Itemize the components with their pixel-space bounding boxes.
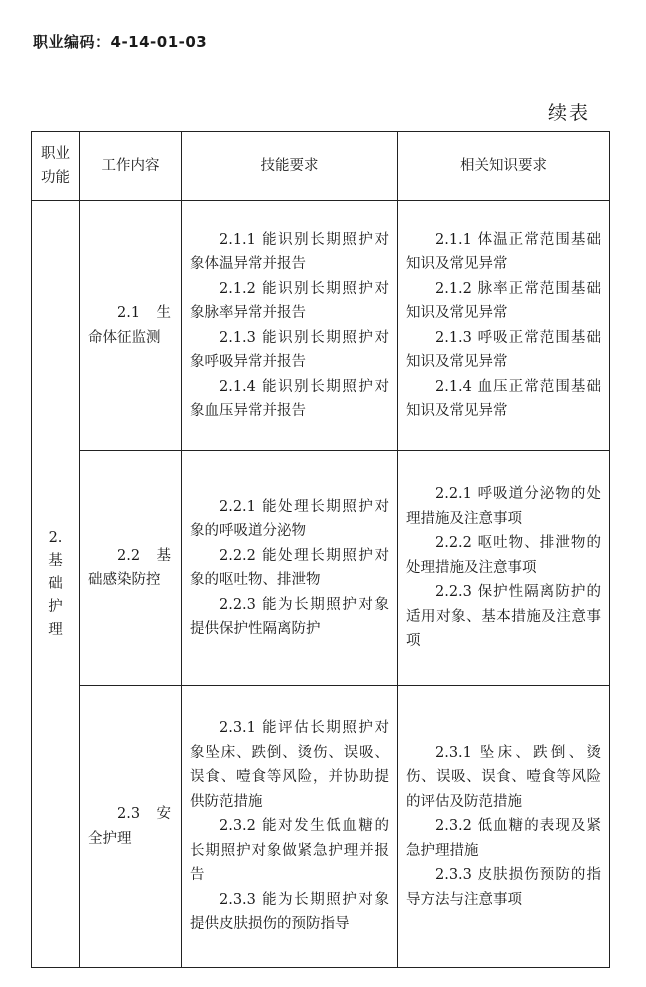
work-content-cell: 2.2 基础感染防控 bbox=[80, 451, 182, 686]
skill-item: 2.2.2 能处理长期照护对象的呕吐物、排泄物 bbox=[190, 547, 389, 588]
knowledge-item: 2.3.1 坠床、跌倒、烫伤、误吸、误食、噎食等风险的评估及防范措施 bbox=[406, 744, 601, 810]
continued-label: 续表 bbox=[547, 102, 590, 124]
table-header-row bbox=[32, 132, 610, 201]
knowledge-item: 2.1.2 脉率正常范围基础知识及常见异常 bbox=[406, 280, 601, 321]
skill-item: 2.2.1 能处理长期照护对象的呼吸道分泌物 bbox=[190, 498, 389, 539]
knowledge-cell bbox=[398, 451, 610, 686]
knowledge-item: 2.3.2 低血糖的表现及紧急护理措施 bbox=[406, 818, 601, 859]
skill-item: 2.1.2 能识别长期照护对象脉率异常并报告 bbox=[190, 280, 389, 321]
skill-item: 2.1.3 能识别长期照护对象呼吸异常并报告 bbox=[190, 329, 389, 370]
skill-item: 2.1.1 能识别长期照护对象体温异常并报告 bbox=[190, 231, 389, 272]
skill-item: 2.3.2 能对发生低血糖的长期照护对象做紧急护理并报告 bbox=[190, 818, 389, 884]
knowledge-cell bbox=[398, 686, 610, 968]
header-knowledge-requirements: 相关知识要求 bbox=[398, 132, 610, 201]
header-work-content: 工作内容 bbox=[80, 132, 182, 201]
skills-table bbox=[31, 131, 610, 968]
header-function: 职业 功能 bbox=[32, 132, 80, 201]
knowledge-item: 2.3.3 皮肤损伤预防的指导方法与注意事项 bbox=[406, 867, 601, 908]
skill-item: 2.1.4 能识别长期照护对象血压异常并报告 bbox=[190, 378, 389, 419]
table-row bbox=[32, 686, 610, 968]
skill-item: 2.2.3 能为长期照护对象提供保护性隔离防护 bbox=[190, 596, 389, 637]
table-row bbox=[32, 451, 610, 686]
knowledge-item: 2.2.3 保护性隔离防护的适用对象、基本措施及注意事项 bbox=[406, 584, 601, 650]
skills-cell bbox=[182, 201, 398, 451]
knowledge-item: 2.2.2 呕吐物、排泄物的处理措施及注意事项 bbox=[406, 535, 601, 576]
knowledge-item: 2.1.1 体温正常范围基础知识及常见异常 bbox=[406, 231, 601, 272]
table-row bbox=[32, 201, 610, 451]
knowledge-item: 2.1.4 血压正常范围基础知识及常见异常 bbox=[406, 378, 601, 419]
work-content-cell: 2.1 生命体征监测 bbox=[80, 201, 182, 451]
function-name: 基础护理 bbox=[48, 553, 63, 638]
knowledge-item: 2.2.1 呼吸道分泌物的处理措施及注意事项 bbox=[406, 486, 601, 527]
header-skill-requirements: 技能要求 bbox=[182, 132, 398, 201]
knowledge-item: 2.1.3 呼吸正常范围基础知识及常见异常 bbox=[406, 329, 601, 370]
skill-item: 2.3.1 能评估长期照护对象坠床、跌倒、烫伤、误吸、误食、噎食等风险，并协助提供防范措施 bbox=[190, 720, 389, 810]
function-cell bbox=[32, 201, 80, 968]
skills-cell bbox=[182, 686, 398, 968]
function-number: 2. bbox=[48, 529, 63, 546]
work-content-cell: 2.3 安全护理 bbox=[80, 686, 182, 968]
knowledge-cell bbox=[398, 201, 610, 451]
skill-item: 2.3.3 能为长期照护对象提供皮肤损伤的预防指导 bbox=[190, 891, 389, 933]
skills-cell bbox=[182, 451, 398, 686]
occupation-code: 职业编码：4-14-01-03 bbox=[33, 33, 208, 51]
